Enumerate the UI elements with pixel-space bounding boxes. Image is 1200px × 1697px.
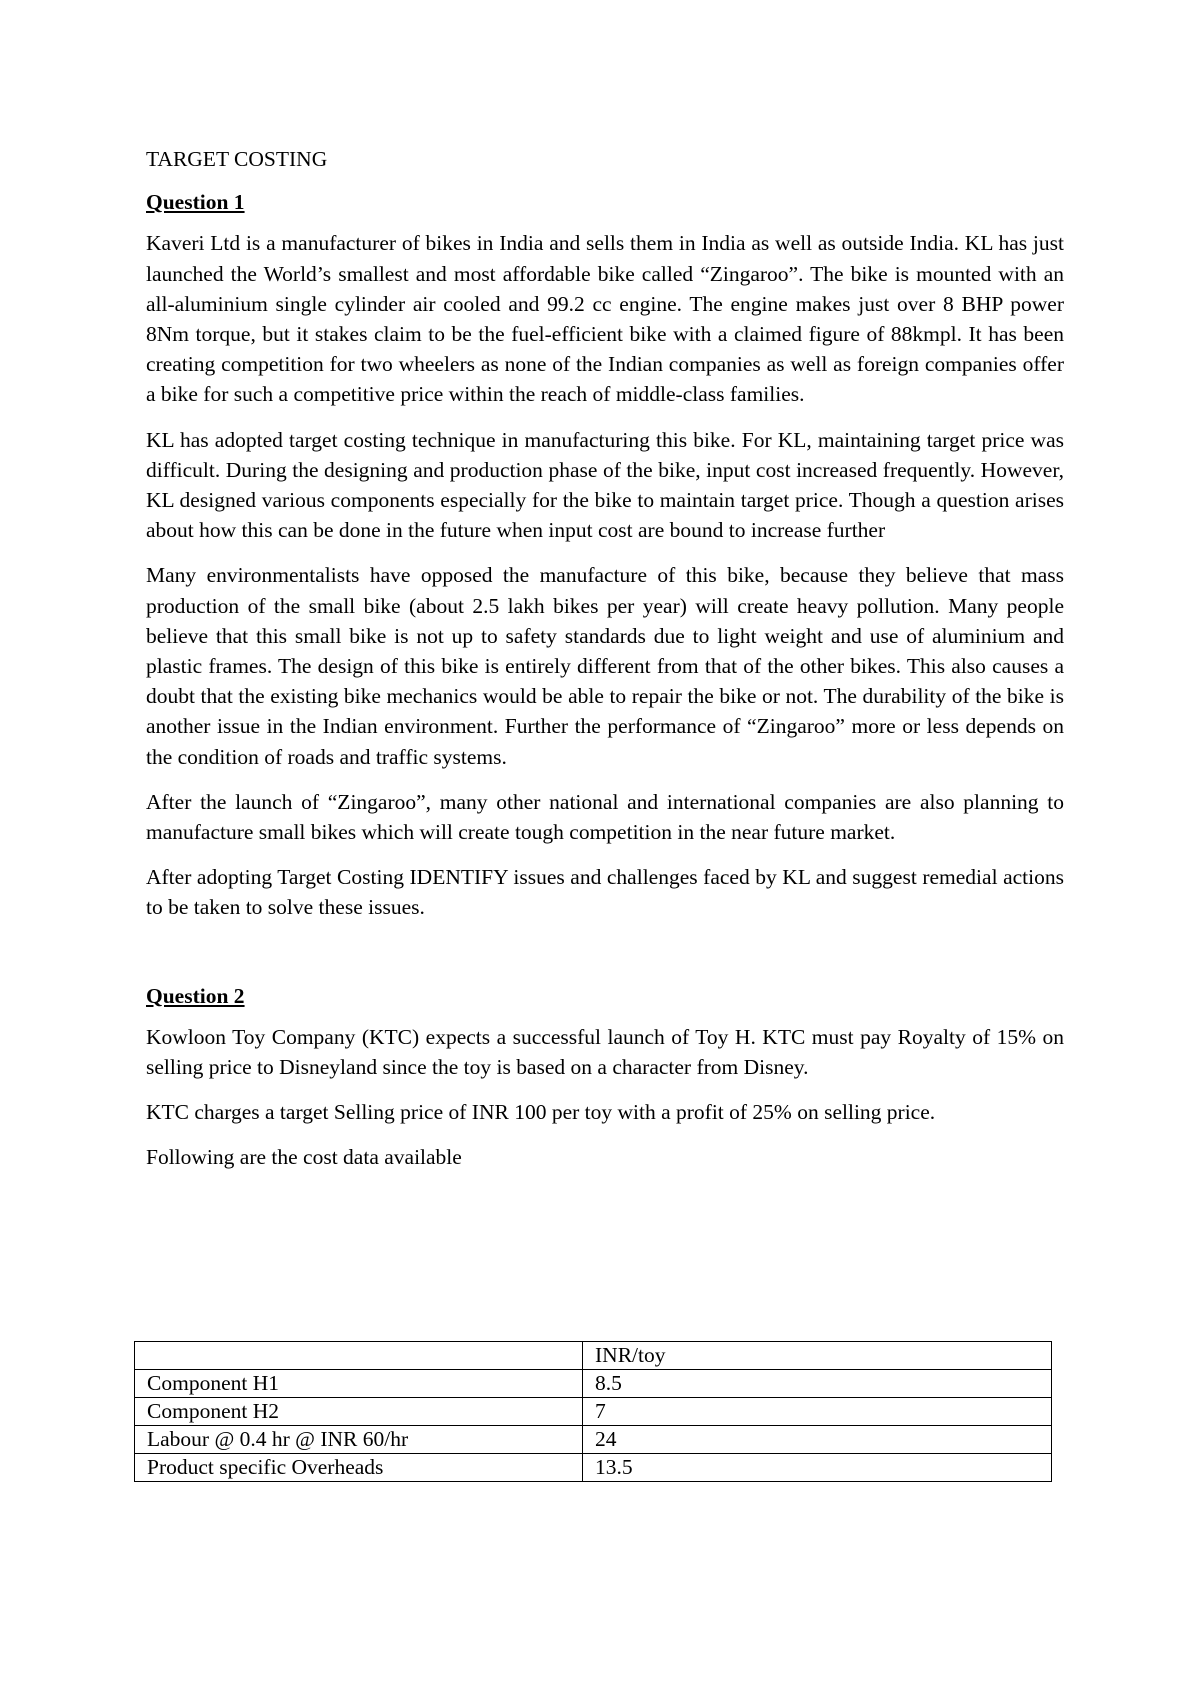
cost-data-table: [134, 1341, 1052, 1482]
question-2-paragraph: Kowloon Toy Company (KTC) expects a successful launch of Toy H. KTC must pay Royalty of 15% on selling price to Disneyland since the toy is based on a character from Disney.: [146, 1024, 1064, 1080]
question-1-paragraph: After the launch of “Zingaroo”, many other national and international companies are also planning to manufacture small bikes which will create tough competition in the near future market.: [146, 789, 1064, 845]
question-2-paragraph: KTC charges a target Selling price of INR 100 per toy with a profit of 25% on selling price.: [146, 1100, 936, 1125]
table-row: [135, 1398, 1052, 1426]
table-row: [135, 1454, 1052, 1482]
page-title: TARGET COSTING: [146, 147, 328, 171]
table-header-cell: INR/toy: [583, 1342, 1052, 1370]
question-1-paragraph: Many environmentalists have opposed the manufacture of this bike, because they believe that mass production of the small bike (about 2.5 lakh bikes per year) will create heavy pollution. Many people believe that this small bike is not up to safety standards due to light weight and use of aluminium and plastic frames. The design of this bike is entirely different from that of the other bikes. This also causes a doubt that the existing bike mechanics would be able to repair the bike or not. The durability of the bike is another issue in the Indian environment. Further the performance of “Zingaroo” more or less depends on the condition of roads and traffic systems.: [146, 563, 1064, 769]
table-row: [135, 1426, 1052, 1454]
table-cell-item: Component H1: [135, 1370, 583, 1398]
table-header-cell: [135, 1342, 583, 1370]
question-1-paragraph: KL has adopted target costing technique in manufacturing this bike. For KL, maintaining target price was difficult. During the designing and production phase of the bike, input cost increased frequently. However, KL designed various components especially for the bike to maintain target price. Though a question arises about how this can be done in the future when input cost are bound to increase further: [146, 427, 1064, 543]
question-1-paragraph: Kaveri Ltd is a manufacturer of bikes in India and sells them in India as well as outside India. KL has just launched the World’s smallest and most affordable bike called “Zingaroo”. The bike is mounted with an all-aluminium single cylinder air cooled and 99.2 cc engine. The engine makes just over 8 BHP power 8Nm torque, but it stakes claim to be the fuel-efficient bike with a claimed figure of 88kmpl. It has been creating competition for two wheelers as none of the Indian companies as well as foreign companies offer a bike for such a competitive price within the reach of middle-class families.: [146, 231, 1064, 407]
table-cell-value: 13.5: [583, 1454, 1052, 1482]
table-cell-value: 7: [583, 1398, 1052, 1426]
document-body: [146, 144, 1064, 1188]
question-2-paragraph: Following are the cost data available: [146, 1145, 462, 1170]
table-row: [135, 1370, 1052, 1398]
table-cell-item: Product specific Overheads: [135, 1454, 583, 1482]
question-1-paragraph: After adopting Target Costing IDENTIFY issues and challenges faced by KL and suggest remedial actions to be taken to solve these issues.: [146, 865, 1064, 920]
section-spacer: [146, 938, 1064, 981]
question-2-heading: Question 2: [146, 983, 245, 1008]
table-cell-item: Labour @ 0.4 hr @ INR 60/hr: [135, 1426, 583, 1454]
question-1-heading: Question 1: [146, 190, 245, 215]
table-cell-value: 24: [583, 1426, 1052, 1454]
table-cell-value: 8.5: [583, 1370, 1052, 1398]
table-cell-item: Component H2: [135, 1398, 583, 1426]
table-header-row: [135, 1342, 1052, 1370]
